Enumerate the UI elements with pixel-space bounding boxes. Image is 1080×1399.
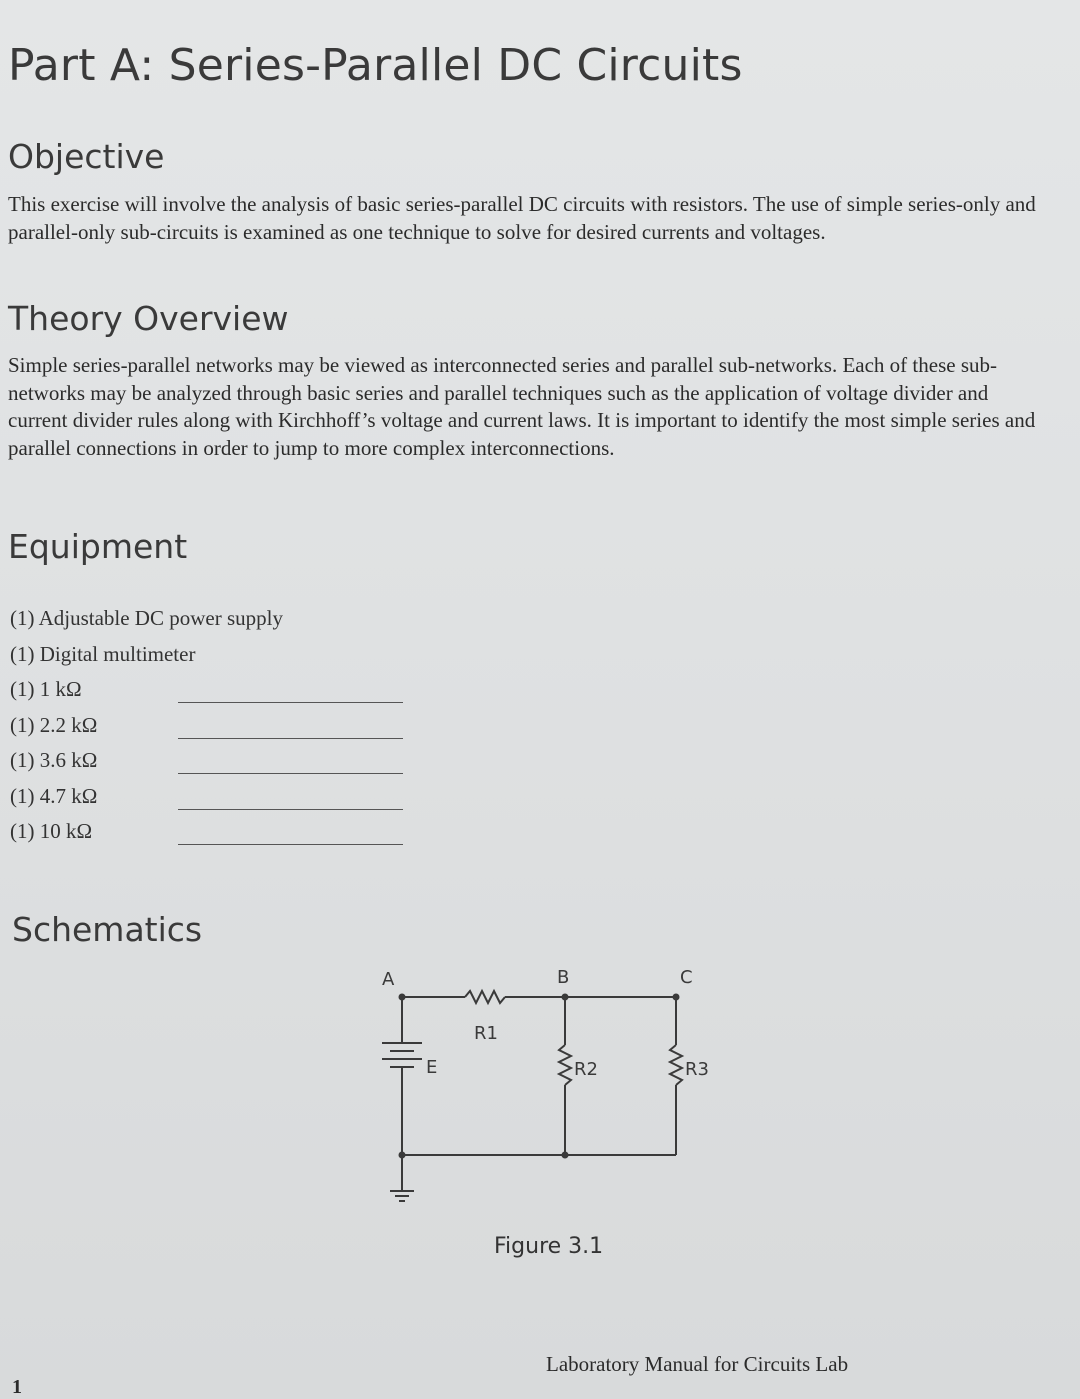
node-c-label: C xyxy=(680,967,693,988)
equipment-item xyxy=(10,784,430,820)
measured-value-blank[interactable] xyxy=(178,738,403,739)
equipment-label: (1) 4.7 kΩ xyxy=(10,783,98,808)
equipment-label: (1) 3.6 kΩ xyxy=(10,748,98,772)
measured-value-blank[interactable] xyxy=(178,773,403,774)
measured-value-blank[interactable] xyxy=(178,844,403,845)
equipment-item xyxy=(10,748,430,784)
equipment-list xyxy=(10,606,430,855)
circuit-schematic xyxy=(360,955,740,1215)
schematics-heading: Schematics xyxy=(12,910,203,949)
equipment-heading: Equipment xyxy=(8,527,188,566)
node-c-dot xyxy=(673,994,680,1001)
objective-text: This exercise will involve the analysis of basic series-parallel DC circuits with resistors. The use of simple series-only and parallel-only sub-circuits is examined as one technique to solve for desired currents and voltages. xyxy=(8,192,1036,244)
resistor-r1 xyxy=(465,991,505,1003)
equipment-item xyxy=(10,606,430,642)
equipment-item xyxy=(10,713,430,749)
node-b-label: B xyxy=(557,967,570,988)
page-number: 1 xyxy=(12,1376,22,1398)
r2-label: R2 xyxy=(574,1059,598,1080)
footer-text: Laboratory Manual for Circuits Lab xyxy=(546,1352,849,1376)
equipment-label: (1) 2.2 kΩ xyxy=(10,712,98,737)
r1-label: R1 xyxy=(474,1023,498,1044)
objective-heading: Objective xyxy=(8,137,165,176)
resistor-r3 xyxy=(670,1045,682,1085)
page-title: Part A: Series-Parallel DC Circuits xyxy=(8,40,743,91)
equipment-label: (1) 1 kΩ xyxy=(10,677,82,701)
equipment-label: (1) Digital multimeter xyxy=(10,641,196,666)
resistor-r2 xyxy=(559,1045,571,1085)
figure-caption: Figure 3.1 xyxy=(494,1234,604,1259)
equipment-item xyxy=(10,819,430,855)
source-label: E xyxy=(426,1057,438,1078)
measured-value-blank[interactable] xyxy=(178,702,403,703)
node-a-dot xyxy=(399,994,406,1001)
theory-text: Simple series-parallel networks may be viewed as interconnected series and parallel sub-networks. Each of these sub-networks may be analyzed through basic series and parallel techniques such as the application of voltage divider and current divider rules along with Kirchhoff’s voltage and current laws. It is important to identify the most simple series and parallel connections in order to jump to more complex interconnections. xyxy=(8,353,1036,460)
equipment-item xyxy=(10,677,430,713)
measured-value-blank[interactable] xyxy=(178,809,403,810)
equipment-item xyxy=(10,642,430,678)
node-ground-dot xyxy=(399,1152,406,1159)
node-a-label: A xyxy=(382,969,395,990)
node-b-dot xyxy=(562,994,569,1001)
equipment-label: (1) 10 kΩ xyxy=(10,819,93,843)
theory-heading: Theory Overview xyxy=(8,299,289,338)
node-bottom-dot xyxy=(562,1152,569,1159)
equipment-label: (1) Adjustable DC power supply xyxy=(10,606,283,630)
r3-label: R3 xyxy=(685,1059,709,1080)
